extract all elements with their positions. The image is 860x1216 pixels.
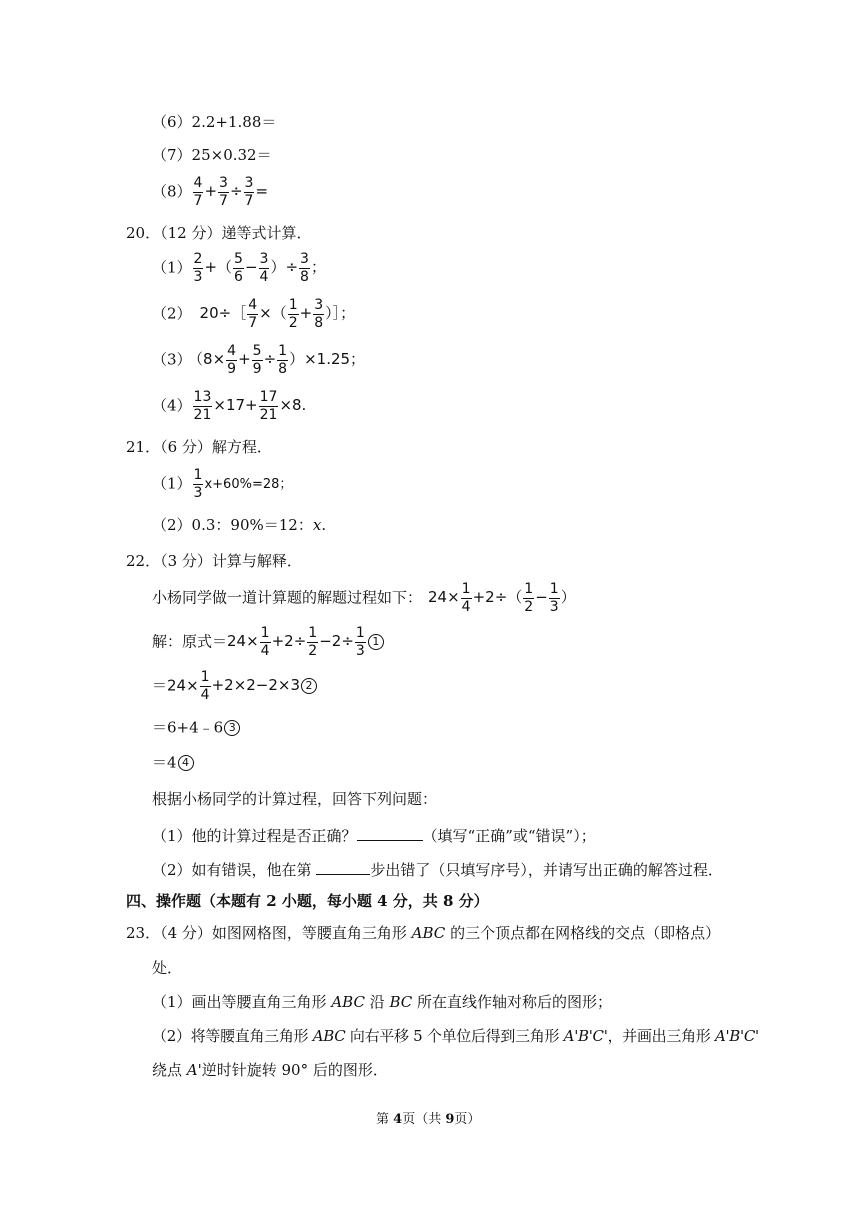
answer-blank[interactable] [316,860,370,875]
triangle-label: ABC [312,1027,346,1045]
question-text: （2）如有错误，他在第 [152,861,317,879]
fraction [193,390,213,422]
expression: 20÷［ [199,304,247,323]
denominator: 4 [259,268,269,285]
operator: ）÷ [270,258,299,277]
question-text: 沿 [364,993,390,1011]
fraction [193,176,204,208]
operator: ÷ [229,182,243,201]
denominator: 6 [234,268,243,285]
operator: − [244,258,258,277]
numerator: 1 [288,297,298,313]
fraction [277,344,288,376]
question-text: 的三个顶点都在网格线的交点（即格点） [445,924,721,942]
item-number: （8） [152,182,192,201]
numerator: 1 [549,581,559,597]
fraction [260,626,271,658]
q22-step-1 [152,626,384,658]
page-number: 4 [393,1112,403,1127]
page-footer [376,1113,480,1126]
question-text: 步出错了（只填写序号），并请写出正确的解答过程． [370,861,723,879]
numerator: 1 [193,467,203,483]
q19-item-8 [152,176,268,208]
numerator: 4 [227,343,237,359]
denominator: 7 [219,192,228,209]
numerator: 3 [314,297,324,313]
segment-label: BC [389,993,413,1011]
denominator: 21 [193,406,212,423]
denominator: 2 [288,314,298,331]
item-number: （2） [152,516,192,534]
fraction [523,582,534,614]
fraction [200,670,211,702]
fraction [355,626,366,658]
fraction [218,176,229,208]
numerator: 1 [355,625,365,641]
denominator: 4 [461,598,471,615]
step-marker: 2 [301,678,317,694]
expression: 2.2+1.88＝ [191,113,277,131]
q20-part-3 [152,344,365,376]
q22-answer-1 [152,826,596,844]
operator: +2÷ [271,632,307,651]
expression: 24× [227,632,259,651]
denominator: 4 [200,686,210,703]
solution-label: 解：原式＝ [152,632,228,651]
numerator: 3 [244,175,254,191]
fraction [259,390,279,422]
operator: +（ [204,258,233,277]
triangle-label: A'B'C' [714,1027,759,1045]
intro-text: 小杨同学做一道计算题的解题过程如下： [152,588,423,607]
q21-part-1 [152,468,292,500]
numerator: 1 [260,625,270,641]
answer-blank[interactable] [357,826,423,841]
denominator: 8 [300,268,309,285]
question-text: （填写“正确”或“错误”）； [422,827,596,845]
q23-line-1 [126,926,720,941]
fraction [299,252,310,284]
triangle-label: A'B'C' [563,1027,608,1045]
fraction [233,252,244,284]
item-number: （4） [152,396,192,415]
q22-answer-2 [152,860,723,878]
question-text: ，并画出三角形 [607,1027,715,1045]
footer-text: 第 [376,1112,394,1127]
total-pages: 9 [445,1112,455,1127]
q20-header: 20．（12 分）递等式计算． [126,224,312,242]
footer-text: 页） [454,1112,481,1127]
denominator: 9 [252,360,262,377]
fraction [307,626,318,658]
denominator: 7 [193,192,203,209]
numerator: 1 [200,669,210,685]
q23-part-2b [152,1063,388,1078]
expression: 25×0.32＝ [191,146,272,164]
q21-part-2 [152,518,326,533]
question-text: 向右平移 5 个单位后得到三角形 [345,1027,564,1045]
numerator: 17 [259,389,278,405]
denominator: 7 [248,314,258,331]
expression: 0.3：90%＝12： [191,516,313,534]
item-number: （2） [152,304,192,323]
q22-step-3 [152,720,240,736]
question-text: （1）他的计算过程是否正确？ [152,827,357,845]
step-marker: 4 [178,755,194,771]
item-number: （1） [152,474,192,493]
numerator: 5 [234,251,243,267]
operator: ×（ [259,304,287,323]
q23-line-2: 处． [152,959,183,977]
numerator: 1 [461,581,471,597]
operator: ） [560,588,576,607]
numerator: 4 [193,175,203,191]
expression: ＝6+4﹣6 [152,718,224,737]
fraction [193,468,204,500]
step-marker: 1 [368,634,384,650]
fraction [244,176,255,208]
variable: x [312,516,322,534]
q22-step-4 [152,755,194,771]
numerator: 1 [278,343,288,359]
q19-item-7 [152,148,272,163]
denominator: 4 [260,642,270,659]
fraction [259,252,270,284]
operator: +2÷（ [472,588,523,607]
fraction [461,582,472,614]
expression: x+60%=28； [204,477,293,493]
punctuation: . [321,516,327,534]
q22-step-2 [152,670,317,702]
point-label: A' [186,1061,202,1079]
triangle-label: ABC [331,993,365,1011]
triangle-label: ABC [411,924,446,942]
q22-ask: 根据小杨同学的计算过程，回答下列问题： [152,790,438,808]
denominator: 21 [259,406,278,423]
denominator: 2 [524,598,534,615]
operator: − [535,588,548,607]
expression: ＝4 [152,753,177,772]
operator: + [204,182,218,201]
numerator: 13 [193,389,212,405]
item-number: （1） [152,258,192,277]
item-number: （6） [152,113,192,131]
q23-part-2 [152,1029,759,1044]
numerator: 1 [524,581,534,597]
q20-part-1 [152,252,326,284]
expression: 24× [428,588,460,607]
numerator: 5 [252,343,262,359]
fraction [252,344,263,376]
question-text: （1）画出等腰直角三角形 [152,993,332,1011]
numerator: 3 [219,175,228,191]
q20-part-4 [152,390,306,422]
q19-item-6 [152,115,276,130]
numerator: 2 [193,251,203,267]
fraction [288,298,299,330]
operator: −2÷ [319,632,354,651]
section-title: 四、操作题（本题有 2 小题，每小题 4 分，共 8 分） [126,892,489,910]
denominator: 8 [314,314,324,331]
denominator: 3 [549,598,559,615]
numerator: 1 [308,625,318,641]
fraction [549,582,560,614]
denominator: 7 [244,192,254,209]
operator: ×17+ [213,396,258,415]
operator: + [299,304,313,323]
denominator: 3 [355,642,365,659]
numerator: 3 [300,251,309,267]
step-marker: 3 [224,720,240,736]
item-number: （7） [152,146,192,164]
fraction [226,344,237,376]
operator: ）］； [325,304,356,323]
footer-text: 页（共 [402,1112,446,1127]
q22-header: 22．（3 分）计算与解释． [126,552,302,570]
denominator: 3 [193,268,203,285]
operator: + [238,350,251,369]
fraction [313,298,324,330]
q21-header: 21．（6 分）解方程． [126,438,272,456]
question-text: 所在直线作轴对称后的图形； [412,993,613,1011]
denominator: 8 [278,360,288,377]
operator: = [255,182,269,201]
operator: ）×1.25； [289,350,366,369]
numerator: 4 [248,297,258,313]
punctuation: ； [310,258,326,277]
question-text: 逆时针旋转 90° 后的图形． [201,1061,388,1079]
fraction [247,298,258,330]
expression: （8× [195,350,226,369]
denominator: 2 [308,642,318,659]
item-number: （3） [152,350,192,369]
operator: ×8. [279,396,307,415]
denominator: 3 [193,484,203,501]
operator: ÷ [263,350,277,369]
question-text: 23．（4 分）如图网格图，等腰直角三角形 [126,924,412,942]
q22-intro [152,582,576,614]
fraction [193,252,204,284]
numerator: 3 [259,251,269,267]
q23-part-1 [152,995,612,1010]
question-text: 绕点 [152,1061,187,1079]
expression: +2×2−2×3 [211,676,301,695]
question-text: （2）将等腰直角三角形 [152,1027,313,1045]
denominator: 9 [227,360,237,377]
q20-part-2 [152,298,355,330]
expression: ＝24× [152,676,199,695]
